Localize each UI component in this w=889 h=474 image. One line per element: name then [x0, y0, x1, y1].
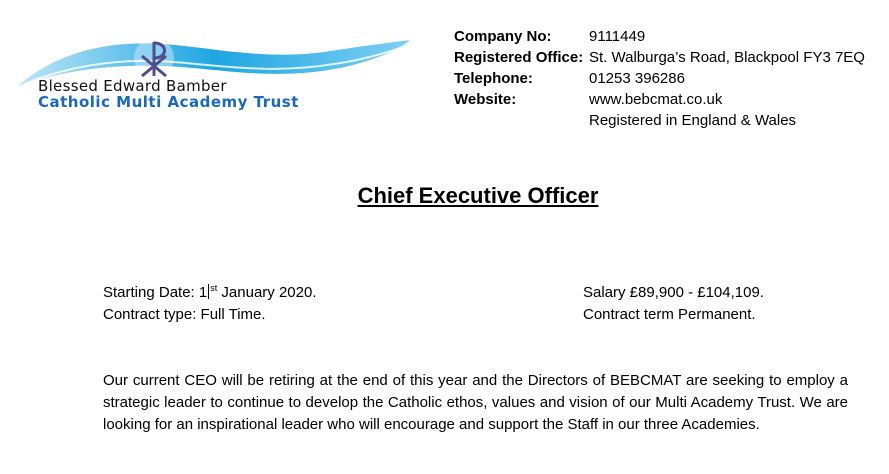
website-row [454, 89, 865, 110]
starting-date [103, 282, 317, 304]
details-right-column [583, 282, 764, 326]
registered-office: St. Walburga’s Road, Blackpool FY3 7EQ [589, 49, 865, 66]
info-label: Website: [454, 91, 517, 108]
intro-paragraph: Our current CEO will be retiring at the end of this year and the Directors of BEBCMAT are seeking to employ a strategic leader to continue to develop the Catholic ethos, values and vision of our Multi Academy Trust. We are looking for an inspirational leader who will encourage and support the Staff in our three Academies. [103, 372, 848, 433]
logo-line-1: Blessed Edward Bamber [38, 77, 227, 95]
starting-date-prefix: Starting Date: 1 [103, 284, 208, 301]
info-label [454, 110, 589, 131]
registration-row [454, 110, 865, 131]
contract-type: Contract type: Full Time. [103, 306, 266, 323]
chi-rho-icon [134, 38, 174, 78]
info-label: Company No: [454, 28, 552, 45]
telephone-row [454, 68, 865, 89]
company-number-row [454, 26, 865, 47]
salary: Salary £89,900 - £104,109. [583, 284, 764, 301]
contract-term: Contract term Permanent. [583, 306, 756, 323]
logo-line-2: Catholic Multi Academy Trust [38, 93, 299, 111]
telephone: 01253 396286 [589, 70, 685, 87]
info-label: Telephone: [454, 70, 533, 87]
company-number: 9111449 [589, 28, 646, 45]
trust-logo [14, 34, 414, 114]
website-link[interactable]: www.bebcmat.co.uk [589, 91, 723, 108]
info-label: Registered Office: [454, 49, 584, 66]
registered-office-row [454, 47, 865, 68]
registration-note: Registered in England & Wales [589, 112, 797, 129]
company-info-block [454, 26, 865, 131]
details-left-column [103, 282, 317, 326]
ordinal-suffix: st [210, 283, 218, 293]
starting-date-rest: January 2020. [217, 284, 317, 301]
page-title: Chief Executive Officer [357, 183, 599, 208]
